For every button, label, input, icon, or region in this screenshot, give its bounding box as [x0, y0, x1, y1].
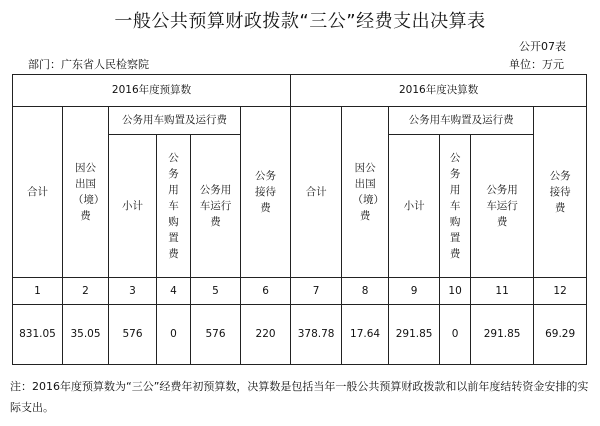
final-car-operation-value: 291.85: [471, 305, 534, 365]
col-number: 11: [471, 278, 534, 305]
final-car-operation-header: 公务用车运行费: [471, 135, 534, 278]
col-number: 5: [191, 278, 241, 305]
col-number: 8: [342, 278, 389, 305]
col-number: 10: [440, 278, 471, 305]
department-label: 部门：广东省人民检察院: [28, 58, 149, 71]
budget-car-operation-header: 公务用车运行费: [191, 135, 241, 278]
final-reception-header: 公务接待费: [534, 107, 587, 278]
col-number: 9: [389, 278, 440, 305]
budget-car-purchase-value: 0: [157, 305, 191, 365]
expenditure-table: [12, 74, 587, 365]
col-number: 2: [63, 278, 109, 305]
final-abroad-value: 17.64: [342, 305, 389, 365]
col-number: 7: [291, 278, 342, 305]
final-vehicle-group-header: 公务用车购置及运行费: [389, 107, 534, 135]
budget-header: 2016年度预算数: [13, 75, 291, 107]
footnote: 注：2016年度预算数为“三公”经费年初预算数，决算数是包括当年一般公共预算财政拨款和以前年度结转资金安排的实际支出。: [10, 380, 589, 414]
column-number-row: [13, 278, 587, 305]
budget-abroad-header: 因公出国（境）费: [63, 107, 109, 278]
budget-subtotal-header: 小计: [109, 135, 157, 278]
final-car-purchase-value: 0: [440, 305, 471, 365]
budget-reception-header: 公务接待费: [241, 107, 291, 278]
budget-total-header: 合计: [13, 107, 63, 278]
budget-car-purchase-header: 公务用车购置费: [157, 135, 191, 278]
final-total-value: 378.78: [291, 305, 342, 365]
col-number: 12: [534, 278, 587, 305]
unit-label: 单位：万元: [509, 58, 564, 71]
value-row: [13, 305, 587, 365]
budget-subtotal-value: 576: [109, 305, 157, 365]
final-subtotal-value: 291.85: [389, 305, 440, 365]
form-number: 公开07表: [519, 40, 566, 53]
budget-total-value: 831.05: [13, 305, 63, 365]
final-car-purchase-header: 公务用车购置费: [440, 135, 471, 278]
budget-abroad-value: 35.05: [63, 305, 109, 365]
budget-vehicle-group-header: 公务用车购置及运行费: [109, 107, 241, 135]
col-number: 6: [241, 278, 291, 305]
budget-car-operation-value: 576: [191, 305, 241, 365]
budget-reception-value: 220: [241, 305, 291, 365]
col-number: 4: [157, 278, 191, 305]
final-header: 2016年度决算数: [291, 75, 587, 107]
final-reception-value: 69.29: [534, 305, 587, 365]
col-number: 1: [13, 278, 63, 305]
final-abroad-header: 因公出国（境）费: [342, 107, 389, 278]
page-title: 一般公共预算财政拨款“三公”经费支出决算表: [114, 11, 486, 32]
final-total-header: 合计: [291, 107, 342, 278]
col-number: 3: [109, 278, 157, 305]
final-subtotal-header: 小计: [389, 135, 440, 278]
